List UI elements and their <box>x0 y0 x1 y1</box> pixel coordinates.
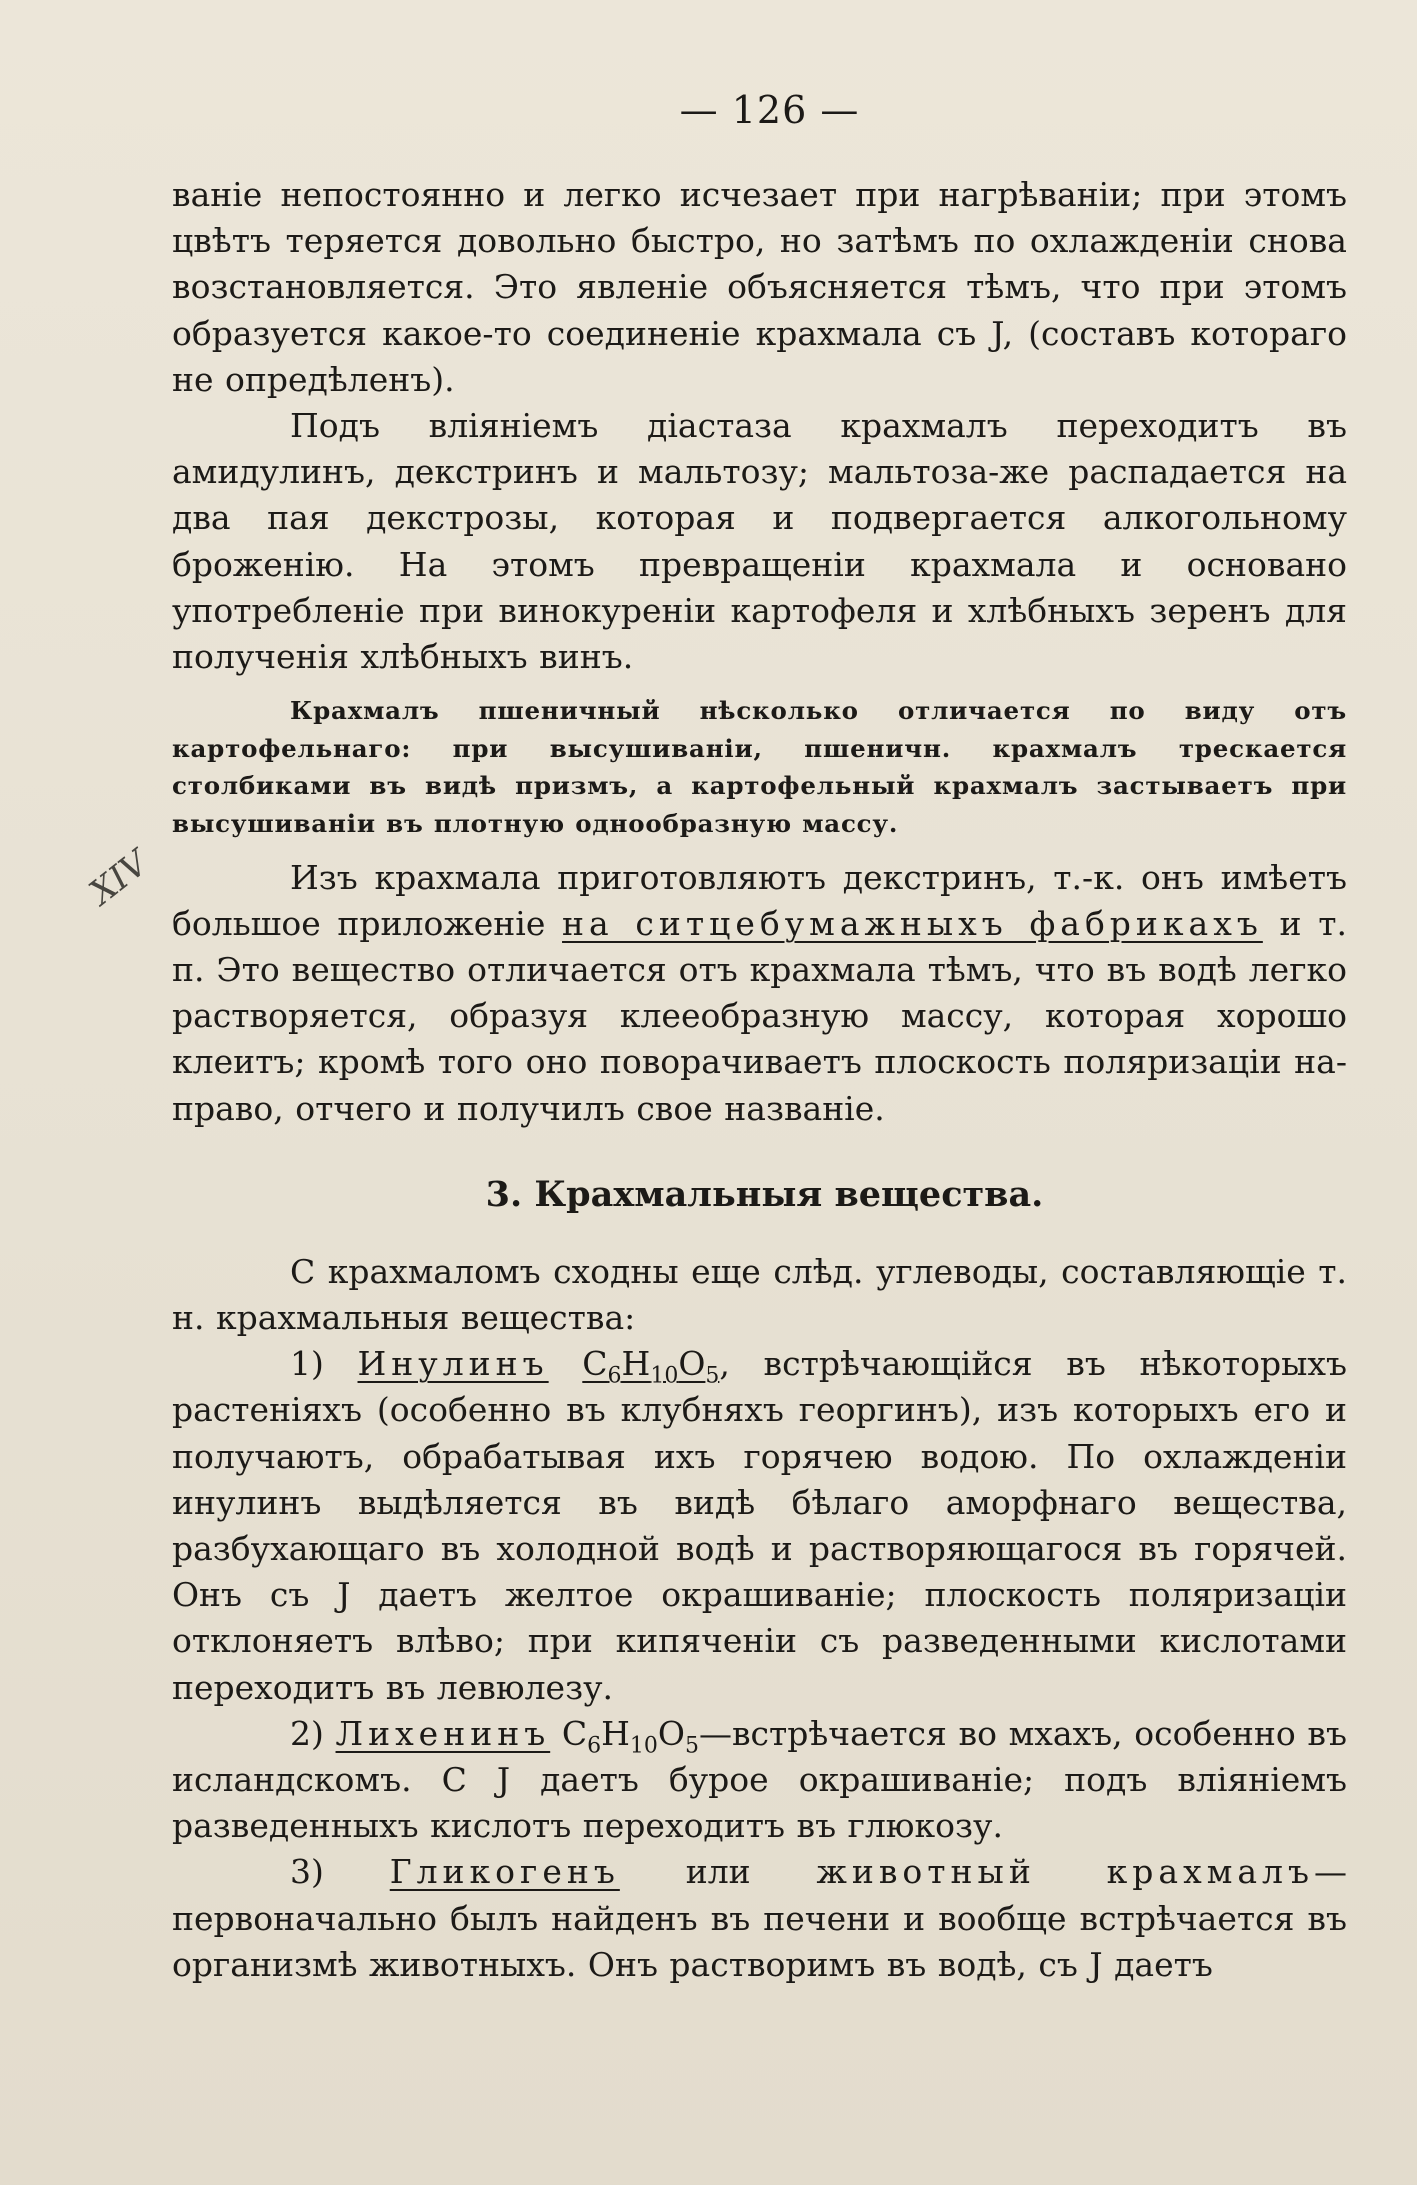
section-heading: 3. Крахмальныя вещества. <box>485 1173 1044 1215</box>
item-mid: или <box>619 1852 817 1892</box>
dextrin-spaced-text: на ситцебумажныхъ фабрикахъ <box>562 903 1263 943</box>
paragraph-diastase: Подъ вліяніемъ діастаза крахмалъ переходитъ въ амидулинъ, декстринъ и мальтозу; мальтоза-же распадается на два пая декстрозы, которая и подвергается алкогольному броженію. На этомъ превращеніи крахмала и основано употребленіе при винокуреніи картофеля и хлѣбныхъ зеренъ для полученія хлѣбныхъ винъ. <box>172 406 1347 677</box>
item-name-2: животный крахмалъ <box>816 1852 1314 1892</box>
dextrin-text-before: Изъ крахмала приготовляютъ декстринъ, т.-к. онъ имѣетъ большое приложеніе <box>172 857 1347 943</box>
item-formula: $C_6H_{10}O_5$ <box>582 1344 720 1389</box>
dextrin-text-after: и т. п. Это вещество отличается отъ крахмала тѣмъ, что въ водѣ легко растворяется, образуя клееобразную массу, которая хорошо клеитъ; кромѣ того оно поворачиваетъ плоскость поляризаціи на-право, отчего и получилъ свое названіе. <box>172 903 1347 1128</box>
item-number: 1) <box>290 1344 324 1384</box>
item-number: 3) <box>290 1852 324 1892</box>
paragraph-dextrin <box>172 855 1347 1132</box>
margin-note: XIV <box>82 843 156 913</box>
list-item-lichenin <box>172 1711 1347 1850</box>
item-text: —первоначально былъ найденъ въ печени и вообще встрѣчается въ организмѣ животныхъ. Онъ растворимъ въ водѣ, съ J даетъ <box>172 1852 1347 1984</box>
item-text: —встрѣчается во мхахъ, особенно въ исландскомъ. С J даетъ бурое окрашиваніе; подъ вліяніемъ разведенныхъ кислотъ переходитъ въ глюкозу. <box>172 1713 1347 1846</box>
item-number: 2) <box>290 1713 324 1753</box>
item-name: Инулинъ <box>357 1344 549 1384</box>
list-item-inulin <box>172 1341 1347 1711</box>
page-number: — 126 — <box>679 88 860 132</box>
paragraph-wheat-starch-note: Крахмалъ пшеничный нѣсколько отличается по виду отъ картофельнаго: при высушиваніи, пшеничн. крахмалъ трескается столбиками въ видѣ призмъ, а картофельный крахмалъ застываетъ при высушиваніи въ плотную однообразную массу. <box>172 696 1347 839</box>
paragraph-iodine: ваніе непостоянно и легко исчезает при нагрѣваніи; при этомъ цвѣтъ теряется довольно быстро, но затѣмъ по охлажденіи снова возстановляется. Это явленіе объясняется тѣмъ, что при этомъ образуется какое-то соединеніе крахмала съ J, (составъ котораго не опредѣленъ). <box>172 175 1347 399</box>
item-name: Гликогенъ <box>389 1852 620 1892</box>
item-text: , встрѣчающійся въ нѣкоторыхъ растеніяхъ (особенно въ клубняхъ георгинъ), изъ которыхъ его и получаютъ, обрабатывая ихъ горячею водою. По охлажденіи инулинъ выдѣляется въ видѣ бѣлаго аморфнаго вещества, разбухающаго въ холодной водѣ и растворяющагося въ горячей. Онъ съ J даетъ желтое окрашиваніе; плоскость поляризаціи отклоняетъ влѣво; при кипяченіи съ разведенными кислотами переходитъ въ левюлезу. <box>172 1344 1347 1707</box>
list-item-glycogen <box>172 1849 1347 1988</box>
item-formula: $C_6H_{10}O_5$ <box>561 1713 699 1759</box>
item-name: Лихенинъ <box>335 1713 551 1753</box>
paragraph-intro: С крахмаломъ сходны еще слѣд. углеводы, составляющіе т. н. крахмальныя вещества: <box>172 1251 1347 1338</box>
